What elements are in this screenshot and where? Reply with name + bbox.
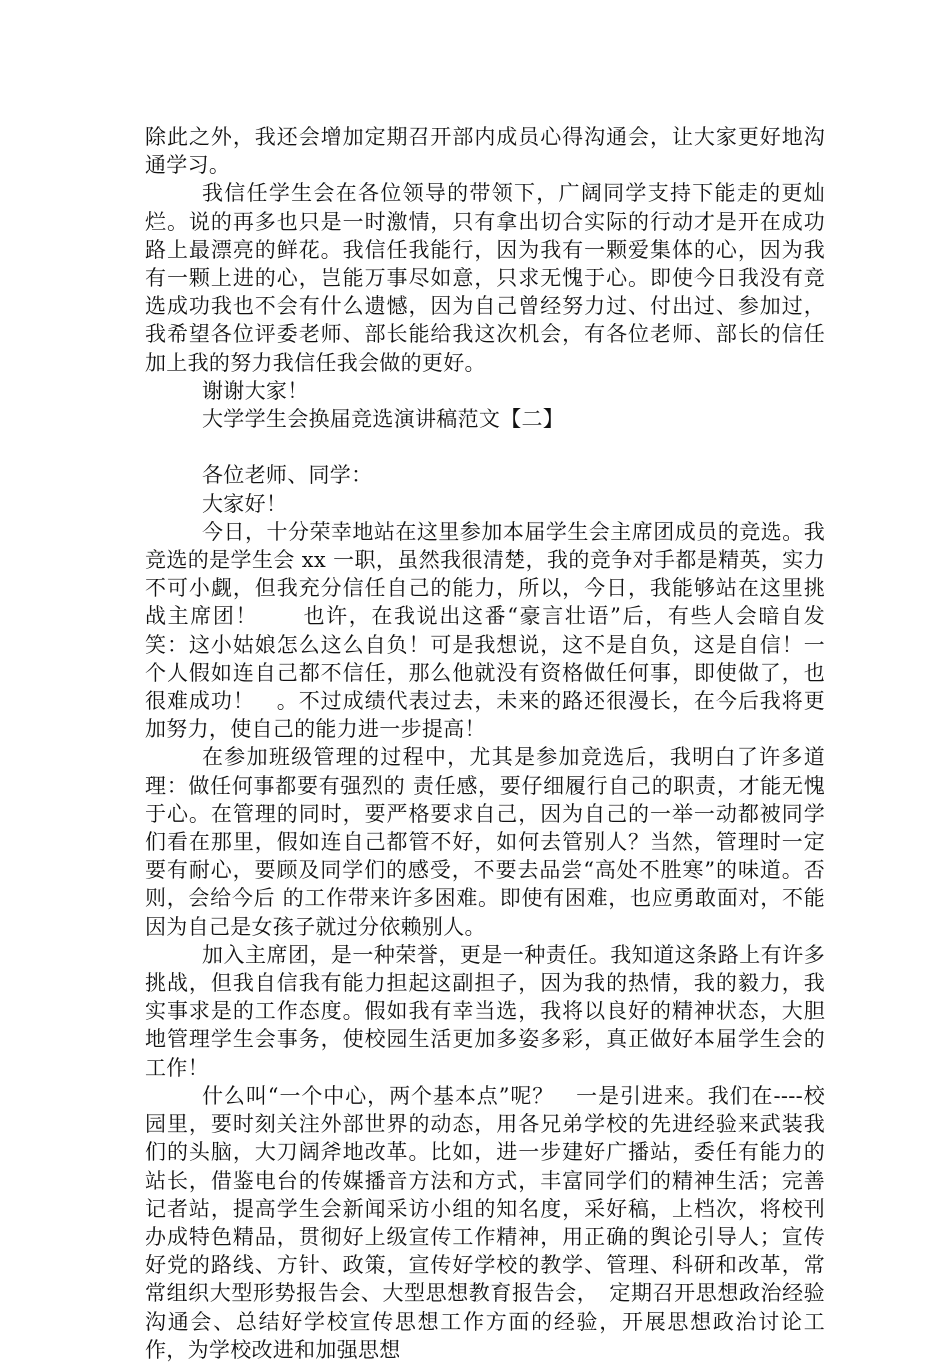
paragraph-continuation: 除此之外，我还会增加定期召开部内成员心得沟通会，让大家更好地沟通学习。 (145, 125, 825, 178)
paragraph-management: 在参加班级管理的过程中，尤其是参加竞选后，我明白了许多道理：做任何事都要有强烈的 责任感，要仔细履行自己的职责，才能无愧于心。在管理的同时，要严格要求自己，因为自己的一举一动都被同学们看在那里，假如连自己都管不好，如何去管别人？当然，管理时一定要有耐心，要顾及同学们的感受，不要去品尝“高处不胜寒”的味道。否则，会给今后 的工作带来许多困难。即使有困难，也应勇敢面对，不能因为自己是女孩子就过分依赖别人。 (145, 745, 825, 939)
paragraph-center: 什么叫“一个中心，两个基本点”呢？ 一是引进来。我们在----校园里，要时刻关注外部世界的动态，用各兄弟学校的先进经验来武装我们的头脑，大刀阔斧地改革。比如，进一步建好广播站，委任有能力的站长，借鉴电台的传媒播音方法和方式，丰富同学们的精神生活；完善记者站，提高学生会新闻采访小组的知名度，采好稿，上档次，将校刊办成特色精品，贯彻好上级宣传工作精神，用正确的舆论引导人；宣传好党的路线、方针、政策，宣传好学校的教学、管理、科研和改革，常常组织大型形势报告会、大型思想教育报告会， 定期召开思想政治经验沟通会、总结好学校宣传思想工作方面的经验，开展思想政治讨论工作，为学校改进和加强思想 (145, 1083, 825, 1362)
blank-line (145, 433, 825, 461)
section-title: 大学学生会换届竞选演讲稿范文【二】 (202, 407, 565, 432)
paragraph-presidium: 加入主席团，是一种荣誉，更是一种责任。我知道这条路上有许多挑战，但我自信我有能力担起这副担子，因为我的热情，我的毅力，我实事求是的工作态度。假如我有幸当选，我将以良好的精神状态，大胆地管理学生会事务，使校园生活更加多姿多彩，真正做好本届学生会的工作！ (145, 942, 825, 1080)
paragraph-thanks: 谢谢大家！ (202, 378, 309, 403)
greeting: 大家好！ (202, 491, 288, 516)
paragraph-intro: 今日，十分荣幸地站在这里参加本届学生会主席团成员的竞选。我竞选的是学生会 xx 一职，虽然我很清楚，我的竞争对手都是精英，实力不可小觑，但我充分信任自己的能力，所以，今日，我能够站在这里挑战主席团！ 也许，在我说出这番“豪言壮语”后，有些人会暗自发笑：这小姑娘怎么这么自负！可是我想说，这不是自负，这是自信！一个人假如连自己都不信任，那么他就没有资格做任何事，即使做了，也很难成功！ 。不过成绩代表过去，未来的路还很漫长，在今后我将更加努力，使自己的能力进一步提高！ (145, 519, 825, 742)
document-body (145, 123, 825, 1364)
salutation: 各位老师、同学： (202, 463, 373, 488)
paragraph-belief: 我信任学生会在各位领导的带领下，广阔同学支持下能走的更灿烂。说的再多也只是一时激情，只有拿出切合实际的行动才是开在成功路上最漂亮的鲜花。我信任我能行，因为我有一颗爱集体的心，因为我有一颗上进的心，岂能万事尽如意，只求无愧于心。即使今日我没有竞选成功我也不会有什么遗憾，因为自己曾经努力过、付出过、参加过，我希望各位评委老师、部长能给我这次机会，有各位老师、部长的信任加上我的努力我信任我会做的更好。 (145, 181, 825, 375)
